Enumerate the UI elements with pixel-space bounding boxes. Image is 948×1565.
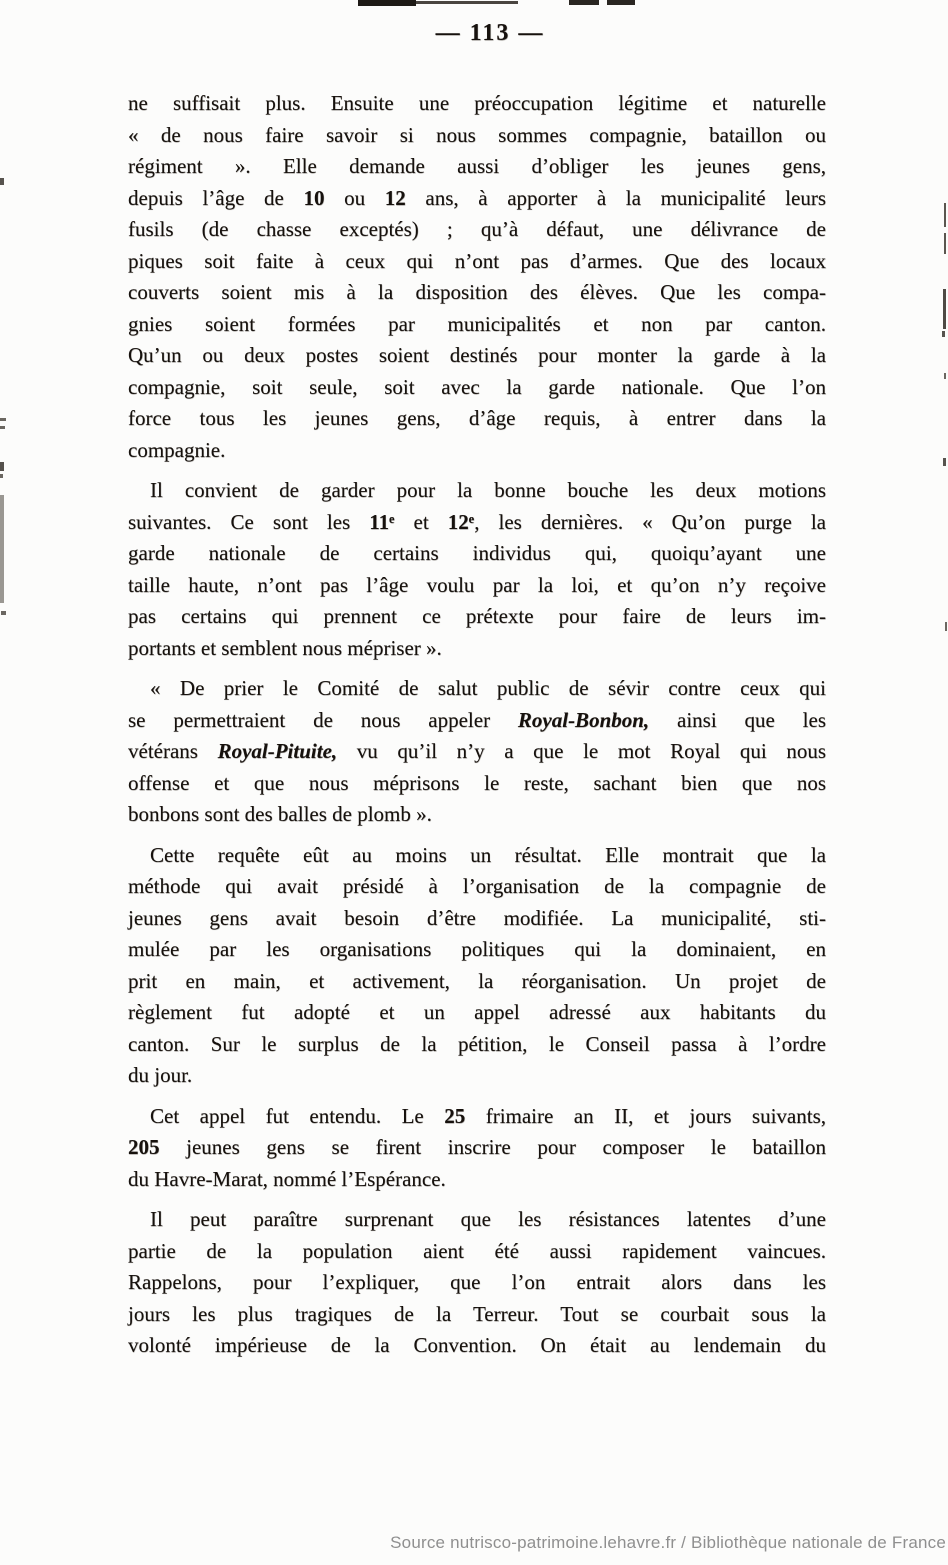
text-line (128, 435, 826, 467)
text-line (128, 88, 826, 120)
text-run: « De prier le Comité de salut public de sévir contre ceux qui (150, 676, 826, 700)
text-run: « de nous faire savoir si nous sommes compagnie, bataillon ou (128, 122, 826, 147)
page-edge-mark-right (944, 233, 946, 254)
text-line (128, 151, 826, 183)
text-run: compagnie, soit seule, soit avec la garde nationale. Que l’on (128, 374, 826, 399)
text-run: partie de la population aient été aussi rapidement vaincues. (128, 1238, 826, 1263)
text-run: 25 (444, 1103, 466, 1128)
text-run: offense et que nous méprisons le reste, sachant bien que nos (128, 770, 826, 795)
text-run: jours les plus tragiques de la Terreur. Tout se courbait sous la (128, 1301, 826, 1326)
text-block (128, 88, 826, 1362)
text-line (128, 120, 826, 152)
text-line (128, 1236, 826, 1268)
text-run: jeunes gens avait besoin d’être modifiée. La municipalité, sti- (128, 905, 826, 930)
text-line (128, 601, 826, 633)
text-run: frimaire an II, et jours suivants, (465, 1103, 827, 1128)
text-line (128, 1299, 826, 1331)
text-line (128, 633, 826, 665)
text-run: volonté impérieuse de la Convention. On était au lendemain du (128, 1333, 826, 1357)
text-line (128, 1029, 826, 1061)
text-run: pas certains qui prennent ce prétexte pour faire de leurs im- (128, 604, 826, 628)
page-edge-mark-left (0, 426, 5, 429)
text-line (128, 1164, 826, 1196)
text-run: 10 (303, 185, 325, 210)
page-edge-mark-left (0, 462, 4, 471)
text-line (128, 309, 826, 341)
text-run: suivantes. Ce sont les (128, 509, 370, 534)
text-run: méthode qui avait présidé à l’organisation de la compagnie de (128, 874, 826, 898)
text-run: piques soit faite à ceux qui n’ont pas d’armes. Que des locaux (128, 248, 826, 273)
text-run: Cette requête eût au moins un résultat. Elle montrait que la (150, 842, 826, 867)
text-run: se permettraient de nous appeler (128, 707, 518, 732)
ink-smudge-top (569, 0, 599, 5)
text-line (128, 903, 826, 935)
text-run: taille haute, n’ont pas l’âge voulu par la loi, et qu’on n’y reçoive (128, 572, 826, 597)
text-line (128, 214, 826, 246)
text-run: canton. Sur le surplus de la pétition, le Conseil passa à l’ordre (128, 1031, 826, 1056)
text-run: fusils (de chasse exceptés) ; qu’à défaut, une délivrance de (128, 217, 826, 241)
ink-smudge-top (416, 1, 518, 4)
text-run: compagnie. (128, 437, 226, 462)
page-edge-mark-left (0, 474, 3, 478)
paragraph (128, 673, 826, 831)
text-run: gnies soient formées par municipalités et non par canton. (128, 311, 826, 336)
source-attribution: Source nutrisco-patrimoine.lehavre.fr / Bibliothèque nationale de France (390, 1533, 946, 1552)
text-run: depuis l’âge de (128, 185, 304, 210)
text-line (128, 1330, 826, 1362)
text-line (128, 997, 826, 1029)
text-run: du jour. (128, 1063, 193, 1087)
text-run: règlement fut adopté et un appel adressé aux habitants du (128, 1000, 826, 1024)
text-line (128, 277, 826, 309)
text-line (128, 1132, 826, 1164)
text-run: Cet appel fut entendu. Le (150, 1103, 445, 1128)
page-edge-mark-left (0, 495, 4, 603)
text-run: vu qu’il n’y a que le mot Royal qui nous (337, 739, 826, 763)
text-line (128, 673, 826, 705)
text-run: 11ᵉ (369, 509, 395, 534)
text-line (128, 538, 826, 570)
text-line (128, 340, 826, 372)
text-line (128, 1101, 826, 1133)
text-run: Il peut paraître surprenant que les résistances latentes d’une (150, 1207, 826, 1231)
text-run: régiment ». Elle demande aussi d’obliger les jeunes gens, (128, 154, 826, 178)
text-run: 12ᵉ (447, 509, 475, 534)
page-number-header: — 113 — (435, 20, 545, 46)
text-line (128, 736, 826, 768)
page-edge-mark-left (0, 178, 4, 185)
text-run: 12 (384, 185, 406, 210)
text-run: du Havre-Marat, nommé l’Espérance. (128, 1166, 446, 1191)
text-line (128, 372, 826, 404)
text-run: portants et semblent nous mépriser ». (128, 635, 442, 660)
text-run: Rappelons, pour l’expliquer, que l’on entrait alors dans les (128, 1270, 826, 1294)
text-run: bonbons sont des balles de plomb ». (128, 802, 432, 826)
text-line (128, 1060, 826, 1092)
text-line (128, 1267, 826, 1299)
page-edge-mark-left (1, 611, 6, 615)
ink-smudge-top (607, 0, 635, 5)
page-edge-mark-right (944, 203, 946, 227)
text-line (128, 570, 826, 602)
page-edge-mark-right (943, 289, 946, 329)
text-run: , les dernières. « Qu’on purge la (474, 509, 826, 534)
text-line (128, 705, 826, 737)
text-line (128, 934, 826, 966)
page-edge-mark-right (944, 373, 946, 379)
text-line (128, 799, 826, 831)
text-line (128, 840, 826, 872)
text-line (128, 768, 826, 800)
text-line (128, 507, 826, 539)
text-run: vétérans (128, 739, 218, 763)
text-run: et (394, 509, 448, 534)
text-line (128, 183, 826, 215)
text-run: ainsi que les (649, 707, 827, 732)
text-line (128, 246, 826, 278)
paragraph (128, 840, 826, 1092)
paragraph (128, 88, 826, 466)
page-edge-mark-right (942, 331, 945, 337)
text-line (128, 966, 826, 998)
text-line (128, 475, 826, 507)
text-run: ne suffisait plus. Ensuite une préoccupation légitime et naturelle (128, 91, 826, 115)
paragraph (128, 475, 826, 664)
text-run: jeunes gens se firent inscrire pour composer le bataillon (159, 1135, 826, 1159)
page-edge-mark-right (945, 622, 947, 631)
paragraph (128, 1101, 826, 1196)
page-edge-mark-left (0, 418, 6, 421)
page-edge-mark-right (943, 458, 946, 466)
text-run: ans, à apporter à la municipalité leurs (405, 185, 826, 210)
text-line (128, 403, 826, 435)
text-run: Qu’un ou deux postes soient destinés pour monter la garde à la (128, 343, 826, 367)
text-run: mulée par les organisations politiques qui la dominaient, en (128, 937, 826, 961)
text-run: 205 (128, 1135, 160, 1159)
text-run: Il convient de garder pour la bonne bouche les deux motions (150, 478, 826, 502)
text-run: force tous les jeunes gens, d’âge requis, à entrer dans la (128, 406, 826, 430)
text-run: garde nationale de certains individus qui, quoiqu’ayant une (128, 541, 826, 565)
text-line (128, 1204, 826, 1236)
ink-smudge-top (358, 0, 416, 6)
text-line (128, 871, 826, 903)
text-run: prit en main, et activement, la réorganisation. Un projet de (128, 968, 826, 993)
text-run: ou (324, 185, 385, 210)
text-run: Royal-Pituite, (217, 739, 338, 763)
text-run: couverts soient mis à la disposition des élèves. Que les compa- (128, 280, 826, 304)
text-run: Royal-Bonbon, (517, 707, 650, 732)
paragraph (128, 1204, 826, 1362)
